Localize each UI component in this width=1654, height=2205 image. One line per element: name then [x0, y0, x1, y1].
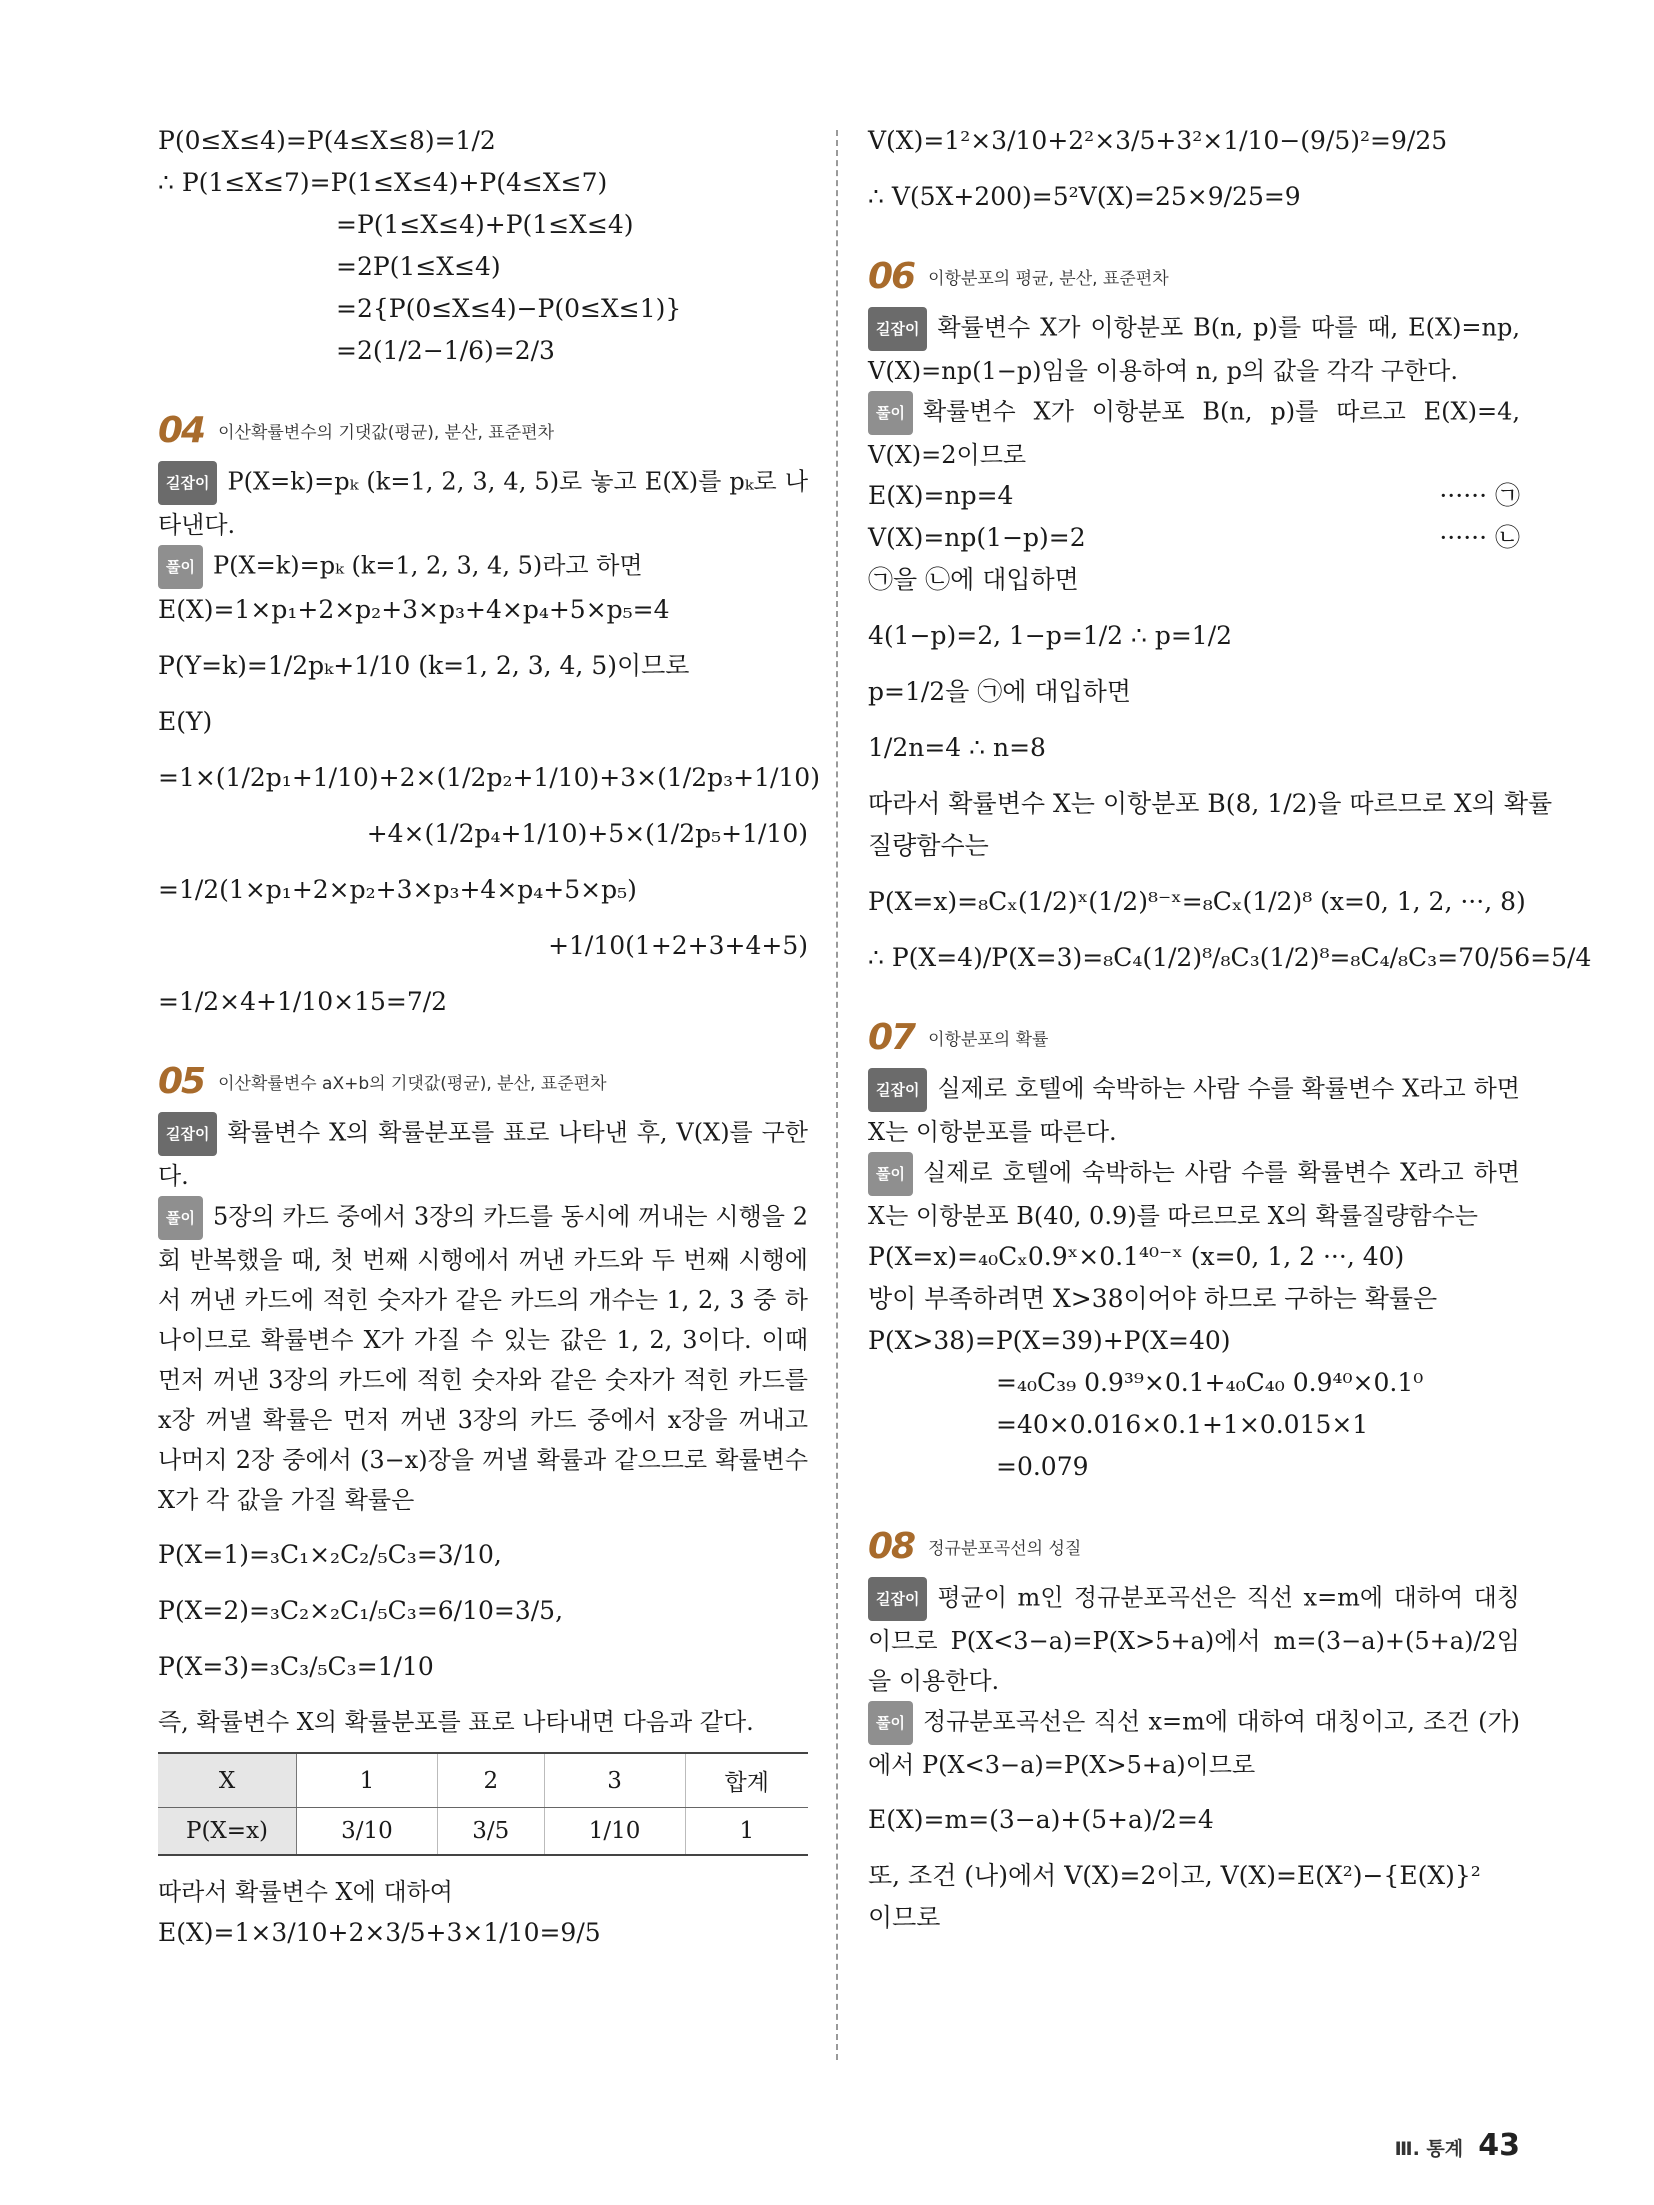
- eq-line: E(X)=1×p₁+2×p₂+3×p₃+4×p₄+5×p₅=4: [158, 595, 670, 624]
- hint-text: 평균이 m인 정규분포곡선은 직선 x=m에 대하여 대칭이므로 P(X<3−a)=P(X>5+a)에서 m=(3−a)+(5+a)/2임을 이용한다.: [868, 1583, 1520, 1695]
- eq-line: E(X)=1×3/10+2×3/5+3×1/10=9/5: [158, 1918, 601, 1947]
- section-number: 08: [868, 1526, 915, 1567]
- hint-badge: 길잡이: [158, 1112, 217, 1156]
- column-divider: [836, 130, 838, 2060]
- section-07-header: [868, 1017, 1520, 1058]
- hint-badge: 길잡이: [158, 461, 217, 505]
- solution-badge: 풀이: [868, 1701, 913, 1745]
- solution-text: P(X=k)=pₖ (k=1, 2, 3, 4, 5)라고 하면: [212, 551, 643, 580]
- left-column: [158, 120, 820, 1954]
- table-cell: 1/10: [544, 1808, 685, 1856]
- section-title: 이항분포의 평균, 분산, 표준편차: [928, 269, 1169, 289]
- eq-line: p=1/2을 ㉠에 대입하면: [868, 677, 1131, 706]
- solution-badge: 풀이: [868, 1152, 913, 1196]
- solution-text: 5장의 카드 중에서 3장의 카드를 동시에 꺼내는 시행을 2회 반복했을 때, 첫 번째 시행에서 꺼낸 카드와 두 번째 시행에서 꺼낸 카드에 적힌 숫자가 같은 카드의 개수는 1, 2, 3 중 하나이므로 확률변수 X가 가질 수 있는 값은 1, 2, 3이다. 이때 먼저 꺼낸 3장의 카드에 적힌 숫자와 같은 숫자가 적힌 카드를 x장 꺼낼 확률은 먼저 꺼낸 3장의 카드 중에서 x장을 꺼내고 나머지 2장 중에서 (3−x)장을 꺼낼 확률과 같으므로 확률변수 X가 각 값을 가질 확률은: [158, 1202, 808, 1514]
- eq-line: =2(1/2−1/6)=2/3: [336, 336, 555, 365]
- table-header-cell: 3: [544, 1753, 685, 1808]
- page-number: 43: [1478, 2128, 1520, 2163]
- solution-paragraph: [158, 1196, 808, 1520]
- eq-line: 또, 조건 (나)에서 V(X)=2이고, V(X)=E(X²)−{E(X)}²: [868, 1861, 1481, 1890]
- eq-line: 이므로: [868, 1903, 941, 1932]
- eq-line: ∴ V(5X+200)=5²V(X)=25×9/25=9: [868, 182, 1301, 211]
- hint-paragraph: [158, 461, 808, 545]
- equation-tag: ······ ㉠: [1439, 481, 1520, 510]
- eq-line: =1/2(1×p₁+2×p₂+3×p₃+4×p₄+5×p₅): [158, 875, 637, 904]
- table-cell: 1: [685, 1808, 808, 1856]
- eq-line: [868, 517, 1520, 559]
- table-cell: 3/5: [437, 1808, 544, 1856]
- table-row: [158, 1753, 808, 1808]
- table-header-cell: X: [158, 1753, 297, 1808]
- solution-paragraph: [868, 1701, 1520, 1785]
- solution-badge: 풀이: [868, 391, 913, 435]
- hint-badge: 길잡이: [868, 1577, 927, 1621]
- eq-line: P(X>38)=P(X=39)+P(X=40): [868, 1326, 1231, 1355]
- eq-line: =40×0.016×0.1+1×0.015×1: [996, 1410, 1369, 1439]
- table-header-cell: 1: [297, 1753, 438, 1808]
- eq-line: =1×(1/2p₁+1/10)+2×(1/2p₂+1/10)+3×(1/2p₃+1/10): [158, 763, 820, 792]
- table-header-cell: 2: [437, 1753, 544, 1808]
- eq-line: =0.079: [996, 1452, 1089, 1481]
- eq-line: P(X=2)=₃C₂×₂C₁/₅C₃=6/10=3/5,: [158, 1596, 564, 1625]
- section-06-header: [868, 256, 1520, 297]
- hint-badge: 길잡이: [868, 1068, 927, 1112]
- eq-line: E(Y): [158, 707, 213, 736]
- section-number: 05: [158, 1061, 205, 1102]
- solution-paragraph: [868, 1152, 1520, 1236]
- solution-badge: 풀이: [158, 1196, 203, 1240]
- text-line: 따라서 확률변수 X에 대하여: [158, 1878, 453, 1906]
- eq-line: 1/2n=4 ∴ n=8: [868, 733, 1046, 762]
- eq-line: =P(1≤X≤4)+P(1≤X≤4): [336, 210, 634, 239]
- eq-line: P(Y=k)=1/2pₖ+1/10 (k=1, 2, 3, 4, 5)이므로: [158, 651, 690, 680]
- table-row: [158, 1808, 808, 1856]
- eq-line: =2P(1≤X≤4): [336, 252, 501, 281]
- solution-text: 정규분포곡선은 직선 x=m에 대하여 대칭이고, 조건 (가)에서 P(X<3−a)=P(X>5+a)이므로: [868, 1707, 1520, 1779]
- table-cell: 3/10: [297, 1808, 438, 1856]
- hint-text: 실제로 호텔에 숙박하는 사람 수를 확률변수 X라고 하면 X는 이항분포를 따른다.: [868, 1074, 1520, 1146]
- solution-paragraph: [868, 391, 1520, 475]
- eq-line: 4(1−p)=2, 1−p=1/2 ∴ p=1/2: [868, 621, 1233, 650]
- solution-first-line: [158, 545, 808, 589]
- eq-line: P(X=1)=₃C₁×₂C₂/₅C₃=3/10,: [158, 1540, 502, 1569]
- section-title: 정규분포곡선의 성질: [928, 1539, 1082, 1559]
- section-number: 04: [158, 410, 205, 451]
- section-05-header: [158, 1061, 808, 1102]
- eq-line: ㉠을 ㉡에 대입하면: [868, 565, 1079, 594]
- section-title: 이산확률변수 aX+b의 기댓값(평균), 분산, 표준편차: [218, 1074, 607, 1094]
- hint-text: 확률변수 X가 이항분포 B(n, p)를 따를 때, E(X)=np, V(X)=np(1−p)임을 이용하여 n, p의 값을 각각 구한다.: [868, 313, 1520, 385]
- hint-paragraph: [868, 1577, 1520, 1701]
- eq-line: +1/10(1+2+3+4+5): [548, 931, 808, 960]
- hint-paragraph: [868, 307, 1520, 391]
- eq-line: =2{P(0≤X≤4)−P(0≤X≤1)}: [336, 294, 682, 323]
- hint-text: 확률변수 X의 확률분포를 표로 나타낸 후, V(X)를 구한다.: [158, 1118, 808, 1190]
- table-cell: P(X=x): [158, 1808, 297, 1856]
- equation-tag: ······ ㉡: [1439, 523, 1520, 552]
- page-footer: [1395, 2128, 1520, 2163]
- eq-line: V(X)=1²×3/10+2²×3/5+3²×1/10−(9/5)²=9/25: [868, 126, 1448, 155]
- eq-line: E(X)=m=(3−a)+(5+a)/2=4: [868, 1805, 1214, 1834]
- section-number: 06: [868, 256, 915, 297]
- hint-paragraph: [158, 1112, 808, 1196]
- section-title: 이항분포의 확률: [928, 1030, 1049, 1050]
- eq-line: =₄₀C₃₉ 0.9³⁹×0.1+₄₀C₄₀ 0.9⁴⁰×0.1⁰: [996, 1368, 1424, 1397]
- eq-line: 질량함수는: [868, 831, 989, 860]
- solution-text: 확률변수 X가 이항분포 B(n, p)를 따르고 E(X)=4, V(X)=2이므로: [868, 397, 1520, 469]
- section-number: 07: [868, 1017, 915, 1058]
- table-intro: 즉, 확률변수 X의 확률분포를 표로 나타내면 다음과 같다.: [158, 1708, 754, 1736]
- distribution-table: [158, 1752, 808, 1856]
- eq-line: ∴ P(1≤X≤7)=P(1≤X≤4)+P(4≤X≤7): [158, 168, 608, 197]
- eq-line: ∴ P(X=4)/P(X=3)=₈C₄(1/2)⁸/₈C₃(1/2)⁸=₈C₄/₈C₃=70/56=5/4: [868, 943, 1592, 972]
- solution-text: 실제로 호텔에 숙박하는 사람 수를 확률변수 X라고 하면 X는 이항분포 B(40, 0.9)를 따르므로 X의 확률질량함수는: [868, 1158, 1520, 1230]
- solution-badge: 풀이: [158, 545, 203, 589]
- eq-line: +4×(1/2p₄+1/10)+5×(1/2p₅+1/10): [366, 819, 808, 848]
- section-08-header: [868, 1526, 1520, 1567]
- hint-paragraph: [868, 1068, 1520, 1152]
- chapter-label: Ⅲ. 통계: [1394, 2138, 1464, 2160]
- eq-line: =1/2×4+1/10×15=7/2: [158, 987, 448, 1016]
- section-04-header: [158, 410, 808, 451]
- hint-text: P(X=k)=pₖ (k=1, 2, 3, 4, 5)로 놓고 E(X)를 pₖ로 나타낸다.: [158, 467, 808, 539]
- eq-line: [868, 475, 1520, 517]
- equation: E(X)=np=4: [868, 481, 1014, 510]
- eq-line: 방이 부족하려면 X>38이어야 하므로 구하는 확률은: [868, 1284, 1438, 1313]
- table-header-cell: 합계: [685, 1753, 808, 1808]
- hint-badge: 길잡이: [868, 307, 927, 351]
- eq-line: 따라서 확률변수 X는 이항분포 B(8, 1/2)을 따르므로 X의 확률: [868, 789, 1553, 818]
- equation: V(X)=np(1−p)=2: [868, 523, 1086, 552]
- eq-line: P(0≤X≤4)=P(4≤X≤8)=1/2: [158, 126, 496, 155]
- right-column: [868, 120, 1592, 1939]
- section-title: 이산확률변수의 기댓값(평균), 분산, 표준편차: [218, 423, 554, 443]
- eq-line: P(X=x)=₈Cₓ(1/2)ˣ(1/2)⁸⁻ˣ=₈Cₓ(1/2)⁸ (x=0, 1, 2, ···, 8): [868, 887, 1526, 916]
- eq-line: P(X=x)=₄₀Cₓ0.9ˣ×0.1⁴⁰⁻ˣ (x=0, 1, 2 ···, 40): [868, 1242, 1405, 1271]
- eq-line: P(X=3)=₃C₃/₅C₃=1/10: [158, 1652, 434, 1681]
